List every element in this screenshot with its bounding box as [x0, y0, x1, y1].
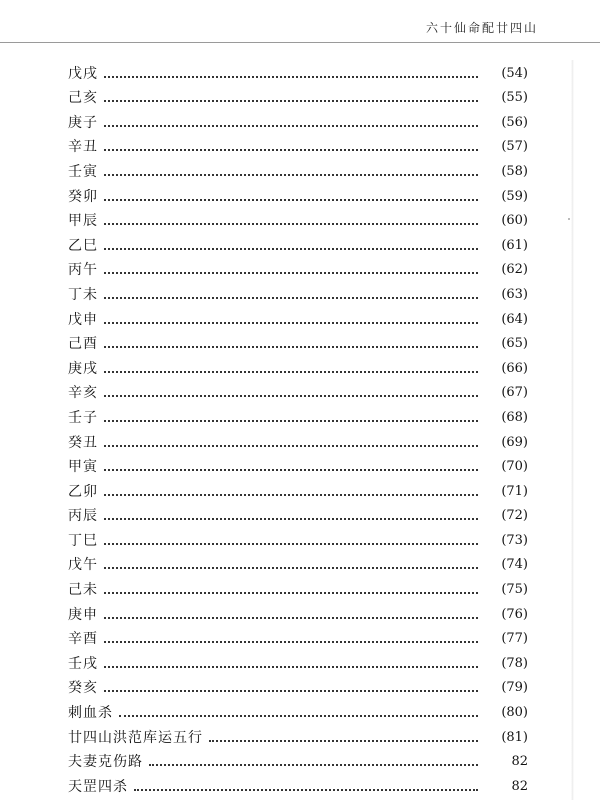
toc-entry-page-number: (72) — [501, 508, 528, 524]
toc-entry — [68, 279, 528, 304]
toc-entry — [68, 304, 528, 329]
toc-entry — [68, 353, 528, 378]
toc-entry-page-number: (62) — [501, 262, 528, 278]
toc-entry-title: 廿四山洪范库运五行 — [68, 729, 203, 746]
toc-entry — [68, 501, 528, 526]
toc-entry-page-number: (70) — [501, 459, 528, 475]
toc-entry — [68, 181, 528, 206]
toc-entry-page-number: (71) — [501, 483, 528, 499]
dot-leader — [209, 740, 478, 742]
dot-leader — [119, 715, 478, 717]
toc-entry-page-number: (57) — [501, 139, 528, 155]
toc-entry-page-number: (58) — [501, 163, 528, 179]
header-rule — [0, 42, 600, 43]
toc-entry — [68, 673, 528, 698]
toc-entry-page-number: (79) — [501, 680, 528, 696]
toc-entry — [68, 476, 528, 501]
toc-entry-title: 乙巳 — [68, 237, 98, 254]
toc-entry-title: 甲辰 — [68, 213, 98, 230]
dot-leader — [104, 149, 478, 151]
dot-leader — [104, 199, 478, 201]
toc-entry — [68, 83, 528, 108]
page-edge-shadow — [571, 60, 574, 800]
toc-entry-title: 丁未 — [68, 286, 98, 303]
toc-entry — [68, 550, 528, 575]
toc-entry-page-number: (81) — [501, 729, 528, 745]
toc-entry — [68, 402, 528, 427]
dot-leader — [104, 174, 478, 176]
toc-entry-page-number: (60) — [501, 213, 528, 229]
dot-leader — [104, 445, 478, 447]
toc-entry-title: 癸卯 — [68, 188, 98, 205]
toc-entry-page-number: 82 — [511, 754, 528, 770]
dot-leader — [104, 322, 478, 324]
dot-leader — [104, 567, 478, 569]
toc-entry-title: 庚子 — [68, 114, 98, 131]
toc-entry-page-number: (65) — [501, 336, 528, 352]
toc-entry — [68, 771, 528, 796]
toc-entry-title: 辛丑 — [68, 139, 98, 156]
toc-entry — [68, 648, 528, 673]
toc-entry-page-number: (56) — [501, 114, 528, 130]
toc-entry-title: 己未 — [68, 582, 98, 599]
dot-leader — [104, 690, 478, 692]
toc-entry-page-number: (69) — [501, 434, 528, 450]
toc-entry-title: 己酉 — [68, 336, 98, 353]
toc-entry — [68, 156, 528, 181]
toc-entry — [68, 107, 528, 132]
scan-speck — [568, 218, 570, 220]
toc-entry-title: 癸亥 — [68, 680, 98, 697]
dot-leader — [104, 248, 478, 250]
dot-leader — [104, 469, 478, 471]
dot-leader — [104, 125, 478, 127]
toc-entry — [68, 624, 528, 649]
toc-entry-title: 辛亥 — [68, 385, 98, 402]
dot-leader — [104, 223, 478, 225]
toc-entry-title: 丙午 — [68, 262, 98, 279]
toc-entry-title: 夫妻克伤路 — [68, 754, 143, 771]
toc-entry-page-number: (55) — [501, 90, 528, 106]
toc-entry-title: 壬子 — [68, 409, 98, 426]
toc-entry-page-number: (63) — [501, 286, 528, 302]
toc-entry-title: 天罡四杀 — [68, 778, 128, 795]
toc-entry — [68, 722, 528, 747]
toc-entry-page-number: (80) — [501, 705, 528, 721]
toc-entry-title: 戊戌 — [68, 65, 98, 82]
toc-entry-page-number: (59) — [501, 188, 528, 204]
toc-entry-title: 甲寅 — [68, 459, 98, 476]
dot-leader — [104, 518, 478, 520]
dot-leader — [104, 346, 478, 348]
toc-entry-page-number: (73) — [501, 532, 528, 548]
toc-entry-title: 刺血杀 — [68, 705, 113, 722]
toc-entry — [68, 329, 528, 354]
toc-entry-page-number: (66) — [501, 360, 528, 376]
toc-entry-title: 壬寅 — [68, 163, 98, 180]
toc-entry-title: 辛酉 — [68, 631, 98, 648]
dot-leader — [104, 494, 478, 496]
toc-entry — [68, 452, 528, 477]
toc-entry-page-number: (64) — [501, 311, 528, 327]
dot-leader — [104, 666, 478, 668]
toc-entry-page-number: (67) — [501, 385, 528, 401]
dot-leader — [104, 371, 478, 373]
toc-entry-title: 庚申 — [68, 606, 98, 623]
toc-entry — [68, 574, 528, 599]
toc-entry-title: 壬戌 — [68, 655, 98, 672]
toc-entry — [68, 206, 528, 231]
toc-entry-page-number: (75) — [501, 582, 528, 598]
toc-entry-page-number: (77) — [501, 631, 528, 647]
dot-leader — [104, 395, 478, 397]
toc-entry-page-number: (54) — [501, 65, 528, 81]
toc-entry — [68, 230, 528, 255]
dot-leader — [104, 297, 478, 299]
toc-entry — [68, 525, 528, 550]
toc-entry — [68, 697, 528, 722]
running-header: 六十仙命配廿四山 — [425, 21, 538, 35]
dot-leader — [149, 764, 478, 766]
toc-entry-title: 戊午 — [68, 557, 98, 574]
toc-entry — [68, 747, 528, 772]
toc-entry — [68, 427, 528, 452]
toc-entry — [68, 58, 528, 83]
toc-entry-page-number: (61) — [501, 237, 528, 253]
toc-entry-page-number: (78) — [501, 655, 528, 671]
toc-entry — [68, 255, 528, 280]
toc-entry-title: 癸丑 — [68, 434, 98, 451]
dot-leader — [104, 100, 478, 102]
toc-entry-page-number: (74) — [501, 557, 528, 573]
table-of-contents — [68, 58, 528, 796]
dot-leader — [104, 272, 478, 274]
toc-entry — [68, 132, 528, 157]
toc-entry-title: 戊申 — [68, 311, 98, 328]
toc-entry-title: 己亥 — [68, 90, 98, 107]
dot-leader — [104, 592, 478, 594]
toc-entry — [68, 599, 528, 624]
toc-entry-title: 丁巳 — [68, 532, 98, 549]
dot-leader — [104, 76, 478, 78]
toc-entry-page-number: 82 — [511, 778, 528, 794]
toc-entry-page-number: (76) — [501, 606, 528, 622]
dot-leader — [104, 543, 478, 545]
dot-leader — [134, 789, 478, 791]
toc-entry-title: 乙卯 — [68, 483, 98, 500]
toc-entry-page-number: (68) — [501, 409, 528, 425]
toc-entry-title: 庚戌 — [68, 360, 98, 377]
toc-entry-title: 丙辰 — [68, 508, 98, 525]
dot-leader — [104, 420, 478, 422]
toc-entry — [68, 378, 528, 403]
dot-leader — [104, 617, 478, 619]
dot-leader — [104, 641, 478, 643]
